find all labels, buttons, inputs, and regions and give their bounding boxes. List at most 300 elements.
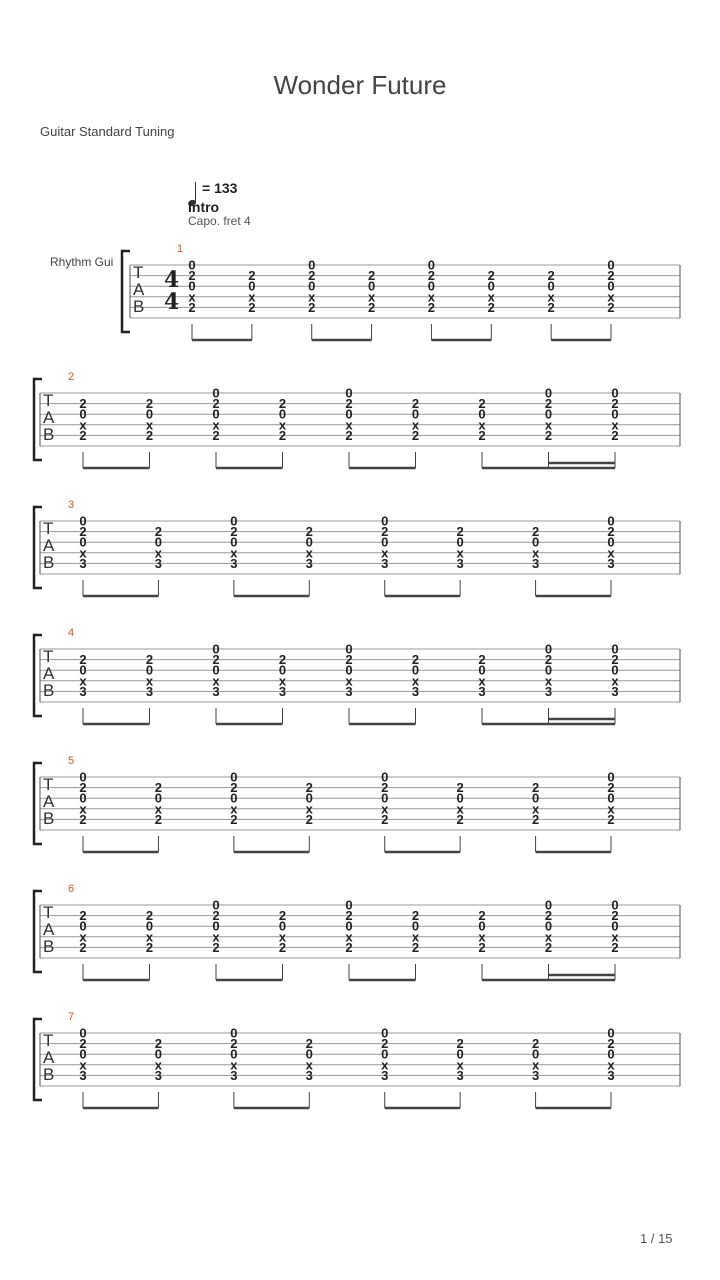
tab-clef-letter: A [43, 664, 55, 683]
fret-number: 0 [230, 534, 238, 550]
fret-number: 0 [381, 790, 389, 806]
fret-number: x [411, 929, 420, 945]
section-label: Intro [188, 199, 220, 215]
tab-clef-letter: T [133, 263, 144, 282]
fret-number: 2 [305, 1036, 313, 1052]
fret-number: 2 [531, 1036, 540, 1052]
fret-number: 2 [547, 268, 555, 284]
tab-clef-letter: T [43, 903, 54, 922]
tempo-marking: = 133 [202, 180, 238, 196]
fret-number: x [531, 801, 540, 817]
fret-number: x [145, 673, 154, 689]
fret-number: 0 [531, 1046, 540, 1062]
fret-number: 2 [79, 652, 87, 668]
fret-number: 0 [531, 790, 540, 806]
fret-number: 2 [308, 268, 316, 284]
fret-number: x [427, 289, 436, 305]
fret-number: 0 [411, 406, 420, 422]
fret-number: 0 [544, 897, 553, 913]
fret-number: 3 [478, 683, 486, 699]
fret-number: x [79, 417, 87, 433]
fret-number: 0 [544, 406, 553, 422]
fret-number: 0 [381, 513, 389, 529]
fret-number: x [79, 673, 87, 689]
fret-number: 3 [79, 1067, 87, 1083]
fret-number: 2 [607, 1036, 615, 1052]
fret-number: 0 [544, 641, 553, 657]
fret-number: 0 [381, 1046, 389, 1062]
tab-clef-letter: A [43, 920, 55, 939]
fret-number: 3 [381, 1067, 389, 1083]
fret-number: x [230, 545, 238, 561]
fret-number: 0 [381, 534, 389, 550]
fret-number: 3 [305, 1067, 313, 1083]
fret-number: x [411, 417, 420, 433]
fret-number: x [345, 417, 353, 433]
tab-clef-letter: A [43, 536, 55, 555]
fret-number: 2 [531, 811, 540, 827]
fret-number: 0 [79, 769, 87, 785]
fret-number: x [230, 801, 238, 817]
fret-number: 2 [456, 811, 464, 827]
fret-number: 2 [154, 780, 163, 796]
fret-number: 2 [305, 524, 313, 540]
tab-clef-letter: T [43, 1031, 54, 1050]
fret-number: 2 [456, 1036, 464, 1052]
fret-number: 0 [79, 1046, 87, 1062]
tab-clef-letter: B [43, 553, 55, 572]
fret-number: 2 [230, 1036, 238, 1052]
fret-number: 0 [544, 918, 553, 934]
fret-number: 2 [79, 780, 87, 796]
fret-number: 0 [611, 385, 619, 401]
measure-number: 3 [68, 499, 75, 511]
fret-number: 2 [145, 939, 154, 955]
fret-number: x [305, 801, 313, 817]
fret-number: 0 [154, 534, 163, 550]
fret-number: 0 [248, 278, 256, 294]
fret-number: 3 [607, 555, 615, 571]
fret-number: 3 [531, 555, 540, 571]
fret-number: x [145, 417, 154, 433]
fret-number: 3 [544, 683, 553, 699]
fret-number: x [308, 289, 316, 305]
fret-number: 0 [79, 790, 87, 806]
fret-number: 2 [611, 396, 619, 412]
fret-number: 0 [487, 278, 495, 294]
fret-number: 2 [345, 908, 353, 924]
fret-number: 2 [411, 939, 420, 955]
fret-number: x [456, 545, 464, 561]
fret-number: 2 [478, 908, 486, 924]
fret-number: 2 [411, 652, 420, 668]
tab-clef-letter: B [133, 297, 145, 316]
fret-number: x [212, 929, 220, 945]
fret-number: 0 [305, 790, 313, 806]
fret-number: 0 [79, 513, 87, 529]
fret-number: 2 [381, 524, 389, 540]
fret-number: 0 [611, 897, 619, 913]
time-signature-bottom: 4 [164, 289, 180, 315]
fret-number: 2 [188, 299, 196, 315]
fret-number: x [544, 673, 553, 689]
fret-number: 3 [531, 1067, 540, 1083]
fret-number: 0 [212, 385, 220, 401]
fret-number: 3 [154, 1067, 163, 1083]
fret-number: 2 [248, 299, 256, 315]
fret-number: x [212, 673, 220, 689]
fret-number: 2 [411, 427, 420, 443]
tab-clef-letter: T [43, 775, 54, 794]
fret-number: 3 [230, 555, 238, 571]
fret-number: 0 [145, 918, 154, 934]
fret-number: x [607, 801, 615, 817]
fret-number: x [456, 801, 464, 817]
fret-number: 0 [381, 1025, 389, 1041]
fret-number: 2 [427, 268, 436, 284]
system-brace [122, 251, 130, 332]
fret-number: 0 [212, 662, 220, 678]
fret-number: 2 [607, 268, 615, 284]
fret-number: 2 [367, 268, 376, 284]
fret-number: 2 [278, 427, 287, 443]
fret-number: 0 [478, 406, 486, 422]
fret-number: 0 [79, 662, 87, 678]
fret-number: 0 [79, 1025, 87, 1041]
tab-clef-letter: A [43, 1048, 55, 1067]
system-brace [34, 379, 42, 460]
fret-number: x [230, 1057, 238, 1073]
fret-number: 2 [305, 811, 313, 827]
fret-number: x [478, 673, 486, 689]
fret-number: x [607, 1057, 615, 1073]
fret-number: 0 [345, 641, 353, 657]
fret-number: 0 [79, 534, 87, 550]
fret-number: 0 [278, 662, 287, 678]
fret-number: 0 [345, 918, 353, 934]
fret-number: 0 [544, 385, 553, 401]
fret-number: x [478, 929, 486, 945]
fret-number: 2 [544, 396, 553, 412]
fret-number: 2 [607, 524, 615, 540]
system-brace [34, 763, 42, 844]
fret-number: x [79, 801, 87, 817]
fret-number: 2 [212, 652, 220, 668]
fret-number: 2 [345, 396, 353, 412]
fret-number: x [305, 1057, 313, 1073]
system-brace [34, 635, 42, 716]
fret-number: 0 [278, 406, 287, 422]
fret-number: 3 [230, 1067, 238, 1083]
fret-number: 3 [345, 683, 353, 699]
fret-number: 0 [345, 406, 353, 422]
fret-number: x [188, 289, 196, 305]
fret-number: 2 [531, 524, 540, 540]
fret-number: 0 [607, 769, 615, 785]
tuning-label: Guitar Standard Tuning [40, 124, 175, 139]
fret-number: 0 [456, 534, 464, 550]
fret-number: 0 [611, 641, 619, 657]
fret-number: 0 [79, 406, 87, 422]
fret-number: x [611, 673, 619, 689]
fret-number: x [607, 289, 615, 305]
fret-number: 0 [212, 641, 220, 657]
fret-number: x [145, 929, 154, 945]
fret-number: 0 [607, 513, 615, 529]
measure-number: 2 [68, 371, 75, 383]
fret-number: 2 [478, 427, 486, 443]
fret-number: 0 [607, 257, 615, 273]
fret-number: 2 [547, 299, 555, 315]
fret-number: x [79, 929, 87, 945]
fret-number: x [345, 673, 353, 689]
system-brace [34, 1019, 42, 1100]
fret-number: x [456, 1057, 464, 1073]
fret-number: 2 [79, 811, 87, 827]
page-number: 1 / 15 [640, 1231, 673, 1246]
fret-number: 0 [212, 406, 220, 422]
fret-number: x [478, 417, 486, 433]
fret-number: x [248, 289, 256, 305]
fret-number: 0 [188, 278, 196, 294]
fret-number: x [305, 545, 313, 561]
fret-number: 0 [154, 790, 163, 806]
fret-number: 2 [411, 396, 420, 412]
fret-number: 0 [145, 662, 154, 678]
fret-number: 0 [607, 1046, 615, 1062]
fret-number: 2 [230, 780, 238, 796]
fret-number: 0 [345, 385, 353, 401]
fret-number: 2 [79, 427, 87, 443]
fret-number: 2 [544, 939, 553, 955]
fret-number: x [531, 1057, 540, 1073]
capo-label: Capo. fret 4 [188, 214, 251, 228]
fret-number: x [381, 545, 389, 561]
fret-number: x [278, 929, 287, 945]
fret-number: 0 [154, 1046, 163, 1062]
tab-clef-letter: A [133, 280, 145, 299]
fret-number: x [544, 417, 553, 433]
measure-number: 4 [68, 627, 75, 639]
fret-number: 0 [212, 918, 220, 934]
fret-number: 2 [345, 939, 353, 955]
fret-number: 3 [456, 555, 464, 571]
fret-number: 2 [79, 1036, 87, 1052]
fret-number: 3 [145, 683, 154, 699]
fret-number: 0 [308, 257, 316, 273]
fret-number: 2 [154, 1036, 163, 1052]
fret-number: 0 [367, 278, 376, 294]
fret-number: 0 [607, 790, 615, 806]
fret-number: x [381, 801, 389, 817]
fret-number: 2 [188, 268, 196, 284]
fret-number: x [278, 673, 287, 689]
fret-number: 0 [381, 769, 389, 785]
fret-number: 0 [427, 257, 436, 273]
fret-number: 0 [611, 918, 619, 934]
fret-number: 2 [212, 908, 220, 924]
fret-number: 0 [607, 278, 615, 294]
fret-number: x [547, 289, 555, 305]
fret-number: 2 [544, 652, 553, 668]
fret-number: 2 [308, 299, 316, 315]
fret-number: 2 [145, 427, 154, 443]
fret-number: 2 [607, 811, 615, 827]
fret-number: 0 [230, 1046, 238, 1062]
fret-number: x [154, 801, 163, 817]
fret-number: x [79, 1057, 87, 1073]
fret-number: 2 [381, 1036, 389, 1052]
fret-number: 0 [145, 406, 154, 422]
time-signature-top: 4 [164, 267, 180, 293]
fret-number: 0 [427, 278, 436, 294]
fret-number: 2 [154, 524, 163, 540]
fret-number: 2 [487, 299, 495, 315]
fret-number: 0 [611, 662, 619, 678]
fret-number: 2 [212, 939, 220, 955]
fret-number: 2 [456, 524, 464, 540]
fret-number: 2 [411, 908, 420, 924]
fret-number: 0 [305, 1046, 313, 1062]
fret-number: 0 [188, 257, 196, 273]
fret-number: x [531, 545, 540, 561]
fret-number: 0 [607, 1025, 615, 1041]
fret-number: 2 [79, 524, 87, 540]
fret-number: 0 [230, 1025, 238, 1041]
fret-number: 2 [345, 652, 353, 668]
tab-clef-letter: T [43, 647, 54, 666]
fret-number: 2 [478, 396, 486, 412]
tab-clef-letter: T [43, 519, 54, 538]
tab-clef-letter: A [43, 408, 55, 427]
fret-number: x [345, 929, 353, 945]
fret-number: 2 [212, 396, 220, 412]
fret-number: 2 [230, 811, 238, 827]
fret-number: 2 [427, 299, 436, 315]
fret-number: 3 [381, 555, 389, 571]
measure-number: 6 [68, 883, 75, 895]
fret-number: 0 [345, 897, 353, 913]
fret-number: x [278, 417, 287, 433]
fret-number: 0 [547, 278, 555, 294]
fret-number: 2 [305, 780, 313, 796]
fret-number: 2 [79, 939, 87, 955]
fret-number: x [212, 417, 220, 433]
fret-number: x [367, 289, 376, 305]
fret-number: x [154, 1057, 163, 1073]
tab-clef-letter: B [43, 809, 55, 828]
tab-clef-letter: T [43, 391, 54, 410]
fret-number: 0 [230, 769, 238, 785]
fret-number: 2 [544, 427, 553, 443]
fret-number: x [544, 929, 553, 945]
fret-number: x [611, 929, 619, 945]
fret-number: 0 [478, 662, 486, 678]
measure-number: 1 [177, 243, 184, 255]
fret-number: 2 [381, 780, 389, 796]
fret-number: x [607, 545, 615, 561]
fret-number: 3 [79, 555, 87, 571]
fret-number: 2 [611, 939, 619, 955]
fret-number: x [611, 417, 619, 433]
fret-number: 2 [278, 908, 287, 924]
fret-number: 0 [456, 1046, 464, 1062]
fret-number: 0 [607, 534, 615, 550]
fret-number: 2 [544, 908, 553, 924]
measure-number: 5 [68, 755, 75, 767]
fret-number: x [381, 1057, 389, 1073]
fret-number: 0 [212, 897, 220, 913]
fret-number: 0 [411, 918, 420, 934]
fret-number: 0 [478, 918, 486, 934]
fret-number: 2 [145, 396, 154, 412]
fret-number: 0 [411, 662, 420, 678]
fret-number: 3 [278, 683, 287, 699]
measure-number: 7 [68, 1011, 75, 1023]
fret-number: 0 [345, 662, 353, 678]
tab-clef-letter: A [43, 792, 55, 811]
fret-number: 0 [611, 406, 619, 422]
fret-number: 0 [79, 918, 87, 934]
fret-number: x [154, 545, 163, 561]
tab-clef-letter: B [43, 425, 55, 444]
fret-number: 2 [212, 427, 220, 443]
fret-number: 2 [79, 908, 87, 924]
fret-number: 0 [544, 662, 553, 678]
fret-number: 3 [456, 1067, 464, 1083]
fret-number: 2 [456, 780, 464, 796]
system-brace [34, 891, 42, 972]
fret-number: 0 [456, 790, 464, 806]
fret-number: 2 [278, 396, 287, 412]
fret-number: 2 [278, 939, 287, 955]
fret-number: 2 [345, 427, 353, 443]
fret-number: 2 [611, 652, 619, 668]
fret-number: 0 [278, 918, 287, 934]
fret-number: 0 [308, 278, 316, 294]
fret-number: 2 [278, 652, 287, 668]
tab-clef-letter: B [43, 1065, 55, 1084]
fret-number: 2 [145, 908, 154, 924]
fret-number: 2 [611, 908, 619, 924]
fret-number: 2 [381, 811, 389, 827]
fret-number: 2 [367, 299, 376, 315]
fret-number: 0 [230, 513, 238, 529]
fret-number: 2 [478, 652, 486, 668]
fret-number: 2 [531, 780, 540, 796]
fret-number: 2 [145, 652, 154, 668]
fret-number: 3 [411, 683, 420, 699]
fret-number: 3 [611, 683, 619, 699]
fret-number: 2 [248, 268, 256, 284]
fret-number: 2 [487, 268, 495, 284]
fret-number: 2 [607, 299, 615, 315]
fret-number: x [79, 545, 87, 561]
fret-number: 3 [79, 683, 87, 699]
fret-number: x [411, 673, 420, 689]
tab-clef-letter: B [43, 937, 55, 956]
fret-number: 0 [230, 790, 238, 806]
fret-number: 3 [212, 683, 220, 699]
track-name: Rhythm Gui [50, 255, 114, 269]
fret-number: 2 [154, 811, 163, 827]
fret-number: 0 [531, 534, 540, 550]
fret-number: 2 [79, 396, 87, 412]
fret-number: 3 [305, 555, 313, 571]
fret-number: 3 [607, 1067, 615, 1083]
fret-number: x [487, 289, 495, 305]
fret-number: 2 [230, 524, 238, 540]
